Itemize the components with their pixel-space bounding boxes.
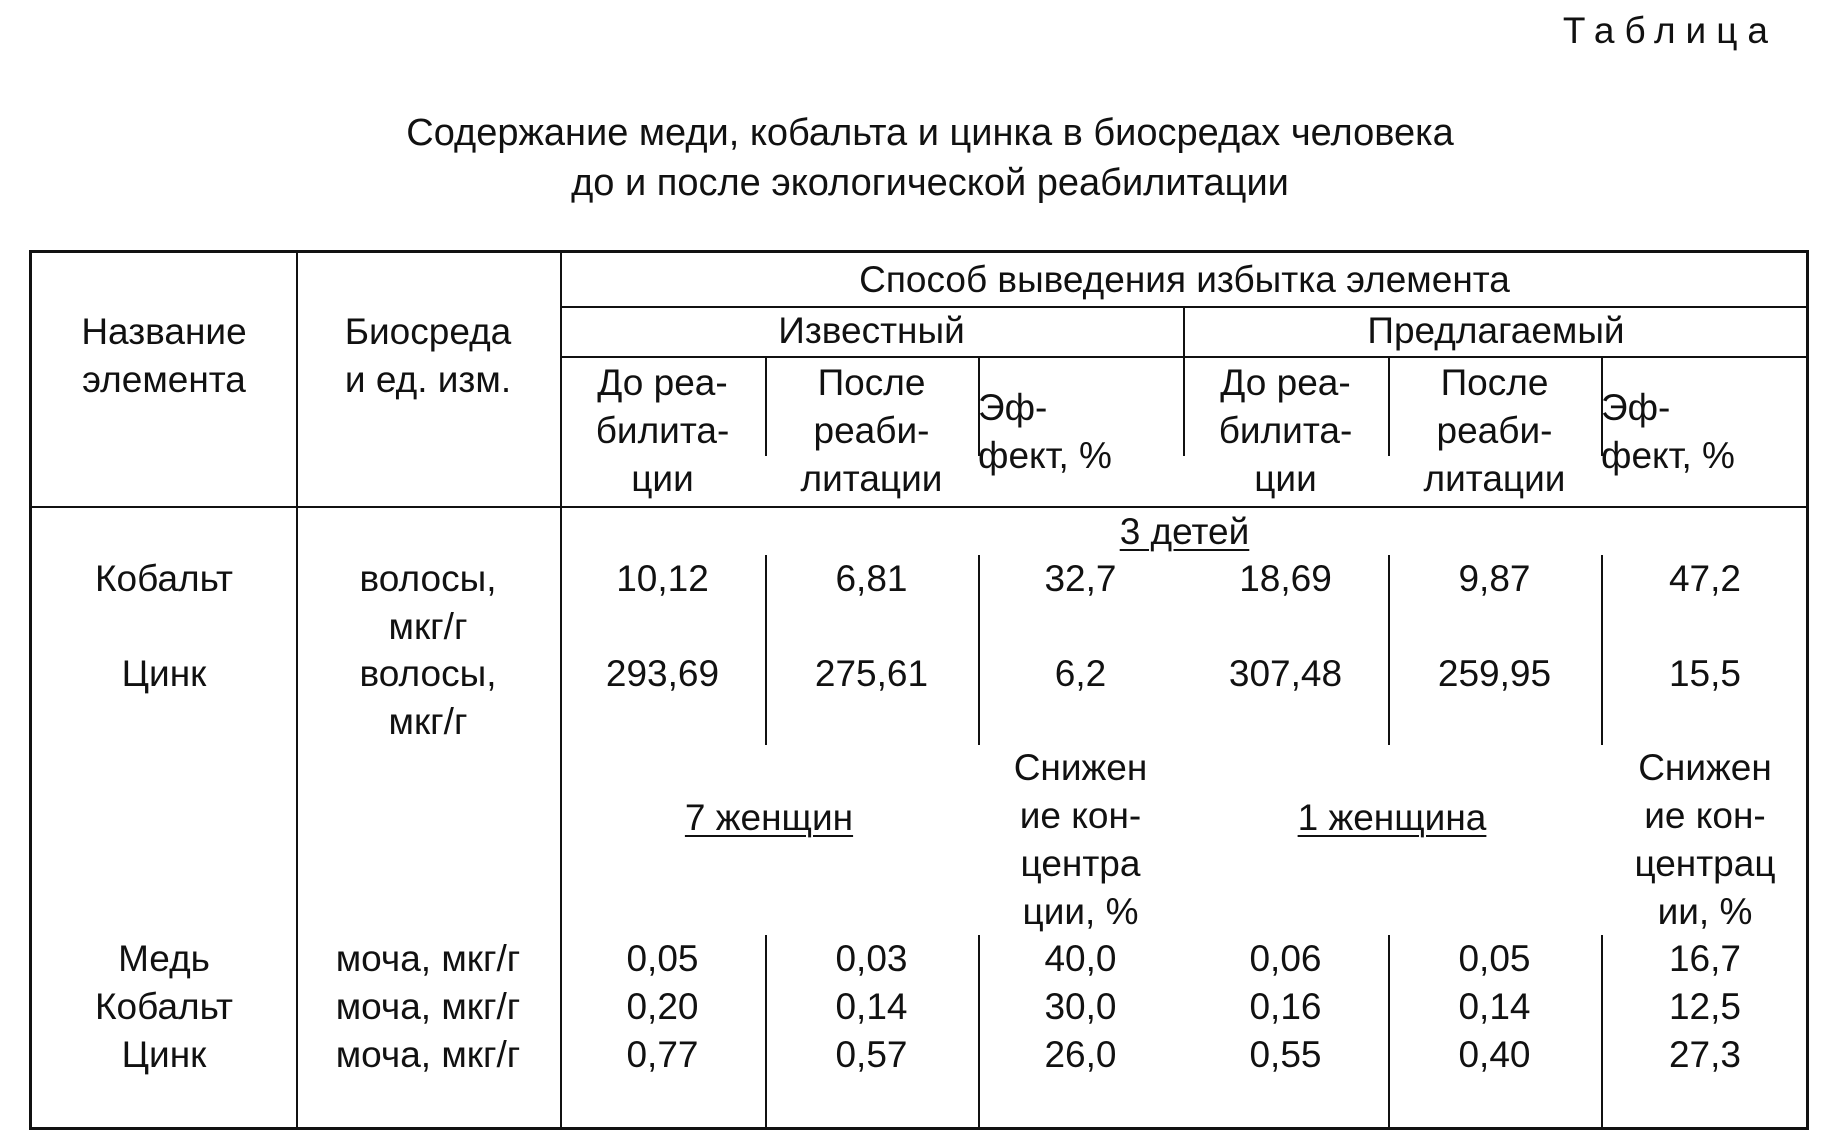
row-element: Кобальт — [95, 558, 233, 599]
value-cell: 0,14 — [1458, 986, 1531, 1027]
header-known-before: До реа- билита- ции — [595, 362, 730, 499]
value-cell: 12,5 — [1668, 986, 1741, 1027]
header-proposed-after: После реаби- литации — [1423, 362, 1566, 499]
value-cell: 0,55 — [1249, 1034, 1322, 1075]
value-cell: 293,69 — [605, 653, 720, 694]
section-women-known-label: 7 женщин — [684, 797, 854, 838]
header-known-after: После реаби- литации — [800, 362, 943, 499]
value-cell: 10,12 — [616, 558, 709, 599]
row-element: Цинк — [121, 1034, 207, 1075]
row-medium: волосы, мкг/г — [359, 653, 497, 742]
value-cell: 0,03 — [835, 938, 908, 979]
value-cell: 27,3 — [1668, 1034, 1741, 1075]
section-women-proposed-label: 1 женщина — [1297, 797, 1487, 838]
title-line-2: до и после экологической реабилитации — [571, 162, 1289, 204]
value-cell: 307,48 — [1228, 653, 1343, 694]
row-medium: моча, мкг/г — [335, 986, 521, 1027]
row-element: Цинк — [121, 653, 207, 694]
value-cell: 30,0 — [1044, 986, 1117, 1027]
value-cell: 0,16 — [1249, 986, 1322, 1027]
header-proposed: Предлагаемый — [1367, 310, 1625, 351]
value-cell: 47,2 — [1668, 558, 1741, 599]
known-effect-label: Снижен ие кон- центра ции, % — [1013, 747, 1148, 932]
header-known: Известный — [778, 310, 965, 351]
row-element: Кобальт — [95, 986, 233, 1027]
value-cell: 40,0 — [1044, 938, 1117, 979]
value-cell: 6,2 — [1054, 653, 1107, 694]
header-proposed-before: До реа- билита- ции — [1218, 362, 1353, 499]
value-cell: 32,7 — [1044, 558, 1117, 599]
value-cell: 0,14 — [835, 986, 908, 1027]
value-cell: 15,5 — [1668, 653, 1741, 694]
header-known-effect: Эф- фект, % — [978, 387, 1112, 476]
table-title — [0, 108, 1832, 208]
row-medium: волосы, мкг/г — [359, 558, 497, 647]
section-children-label: 3 детей — [1119, 511, 1250, 552]
value-cell: 26,0 — [1044, 1034, 1117, 1075]
value-cell: 0,77 — [626, 1034, 699, 1075]
value-cell: 0,05 — [1458, 938, 1531, 979]
header-biomedium: Биосреда и ед. изм. — [344, 311, 512, 400]
value-cell: 275,61 — [814, 653, 929, 694]
table-caption: Таблица — [1562, 10, 1778, 51]
header-element-name: Название элемента — [81, 311, 247, 400]
header-proposed-effect: Эф- фект, % — [1601, 387, 1735, 476]
row-medium: моча, мкг/г — [335, 938, 521, 979]
row-element: Медь — [118, 938, 210, 979]
title-line-1: Содержание меди, кобальта и цинка в биосредах человека — [406, 112, 1454, 154]
proposed-effect-label: Снижен ие кон- центрац ии, % — [1634, 747, 1776, 932]
value-cell: 0,05 — [626, 938, 699, 979]
value-cell: 0,20 — [626, 986, 699, 1027]
data-table — [29, 250, 1809, 1130]
value-cell: 18,69 — [1239, 558, 1332, 599]
row-medium: моча, мкг/г — [335, 1034, 521, 1075]
value-cell: 6,81 — [835, 558, 908, 599]
header-method: Способ выведения избытка элемента — [859, 258, 1510, 300]
value-cell: 259,95 — [1437, 653, 1552, 694]
value-cell: 0,06 — [1249, 938, 1322, 979]
value-cell: 0,40 — [1458, 1034, 1531, 1075]
value-cell: 16,7 — [1668, 938, 1741, 979]
value-cell: 9,87 — [1458, 558, 1531, 599]
value-cell: 0,57 — [835, 1034, 908, 1075]
